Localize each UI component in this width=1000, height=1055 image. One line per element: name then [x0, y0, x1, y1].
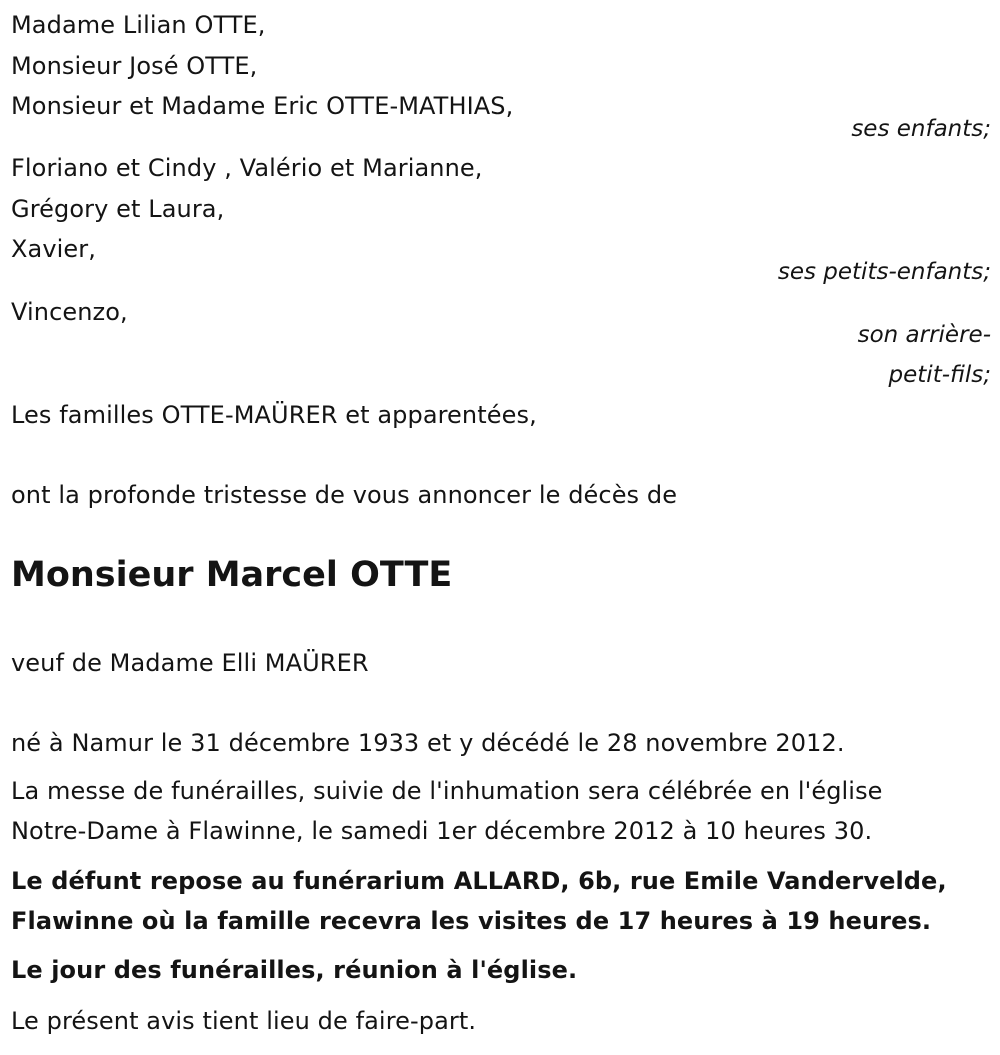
announcement-line: ont la profonde tristesse de vous annoncer le décès de — [11, 481, 678, 509]
birth-death-line: né à Namur le 31 décembre 1933 et y décédé le 28 novembre 2012. — [11, 729, 845, 757]
children-relation: ses enfants; — [851, 116, 991, 142]
great-grandchild-line: Vincenzo, — [11, 298, 128, 326]
deceased-name: Monsieur Marcel OTTE — [11, 555, 453, 595]
grandchildren-relation: ses petits-enfants; — [777, 259, 991, 285]
child-line-1: Madame Lilian OTTE, — [11, 11, 266, 39]
obituary-notice — [11, 0, 991, 1055]
great-grandchild-relation-1: son arrière- — [857, 322, 991, 348]
closing-line: Le présent avis tient lieu de faire-part. — [11, 1007, 477, 1035]
great-grandchild-relation-2: petit-fils; — [888, 362, 991, 388]
repose-line-2: Flawinne où la famille recevra les visites de 17 heures à 19 heures. — [11, 907, 932, 935]
repose-line-1: Le défunt repose au funérarium ALLARD, 6b, rue Emile Vandervelde, — [11, 867, 947, 895]
child-line-3: Monsieur et Madame Eric OTTE-MATHIAS, — [11, 92, 514, 120]
grandchild-line-1: Floriano et Cindy , Valério et Marianne, — [11, 154, 483, 182]
child-line-2: Monsieur José OTTE, — [11, 52, 258, 80]
mass-line-2: Notre-Dame à Flawinne, le samedi 1er décembre 2012 à 10 heures 30. — [11, 817, 873, 845]
grandchild-line-2: Grégory et Laura, — [11, 195, 225, 223]
widower-line: veuf de Madame Elli MAÜRER — [11, 649, 369, 677]
families-line: Les familles OTTE-MAÜRER et apparentées, — [11, 401, 537, 429]
meeting-line: Le jour des funérailles, réunion à l'église. — [11, 956, 578, 984]
mass-line-1: La messe de funérailles, suivie de l'inhumation sera célébrée en l'église — [11, 777, 883, 805]
grandchild-line-3: Xavier, — [11, 235, 96, 263]
